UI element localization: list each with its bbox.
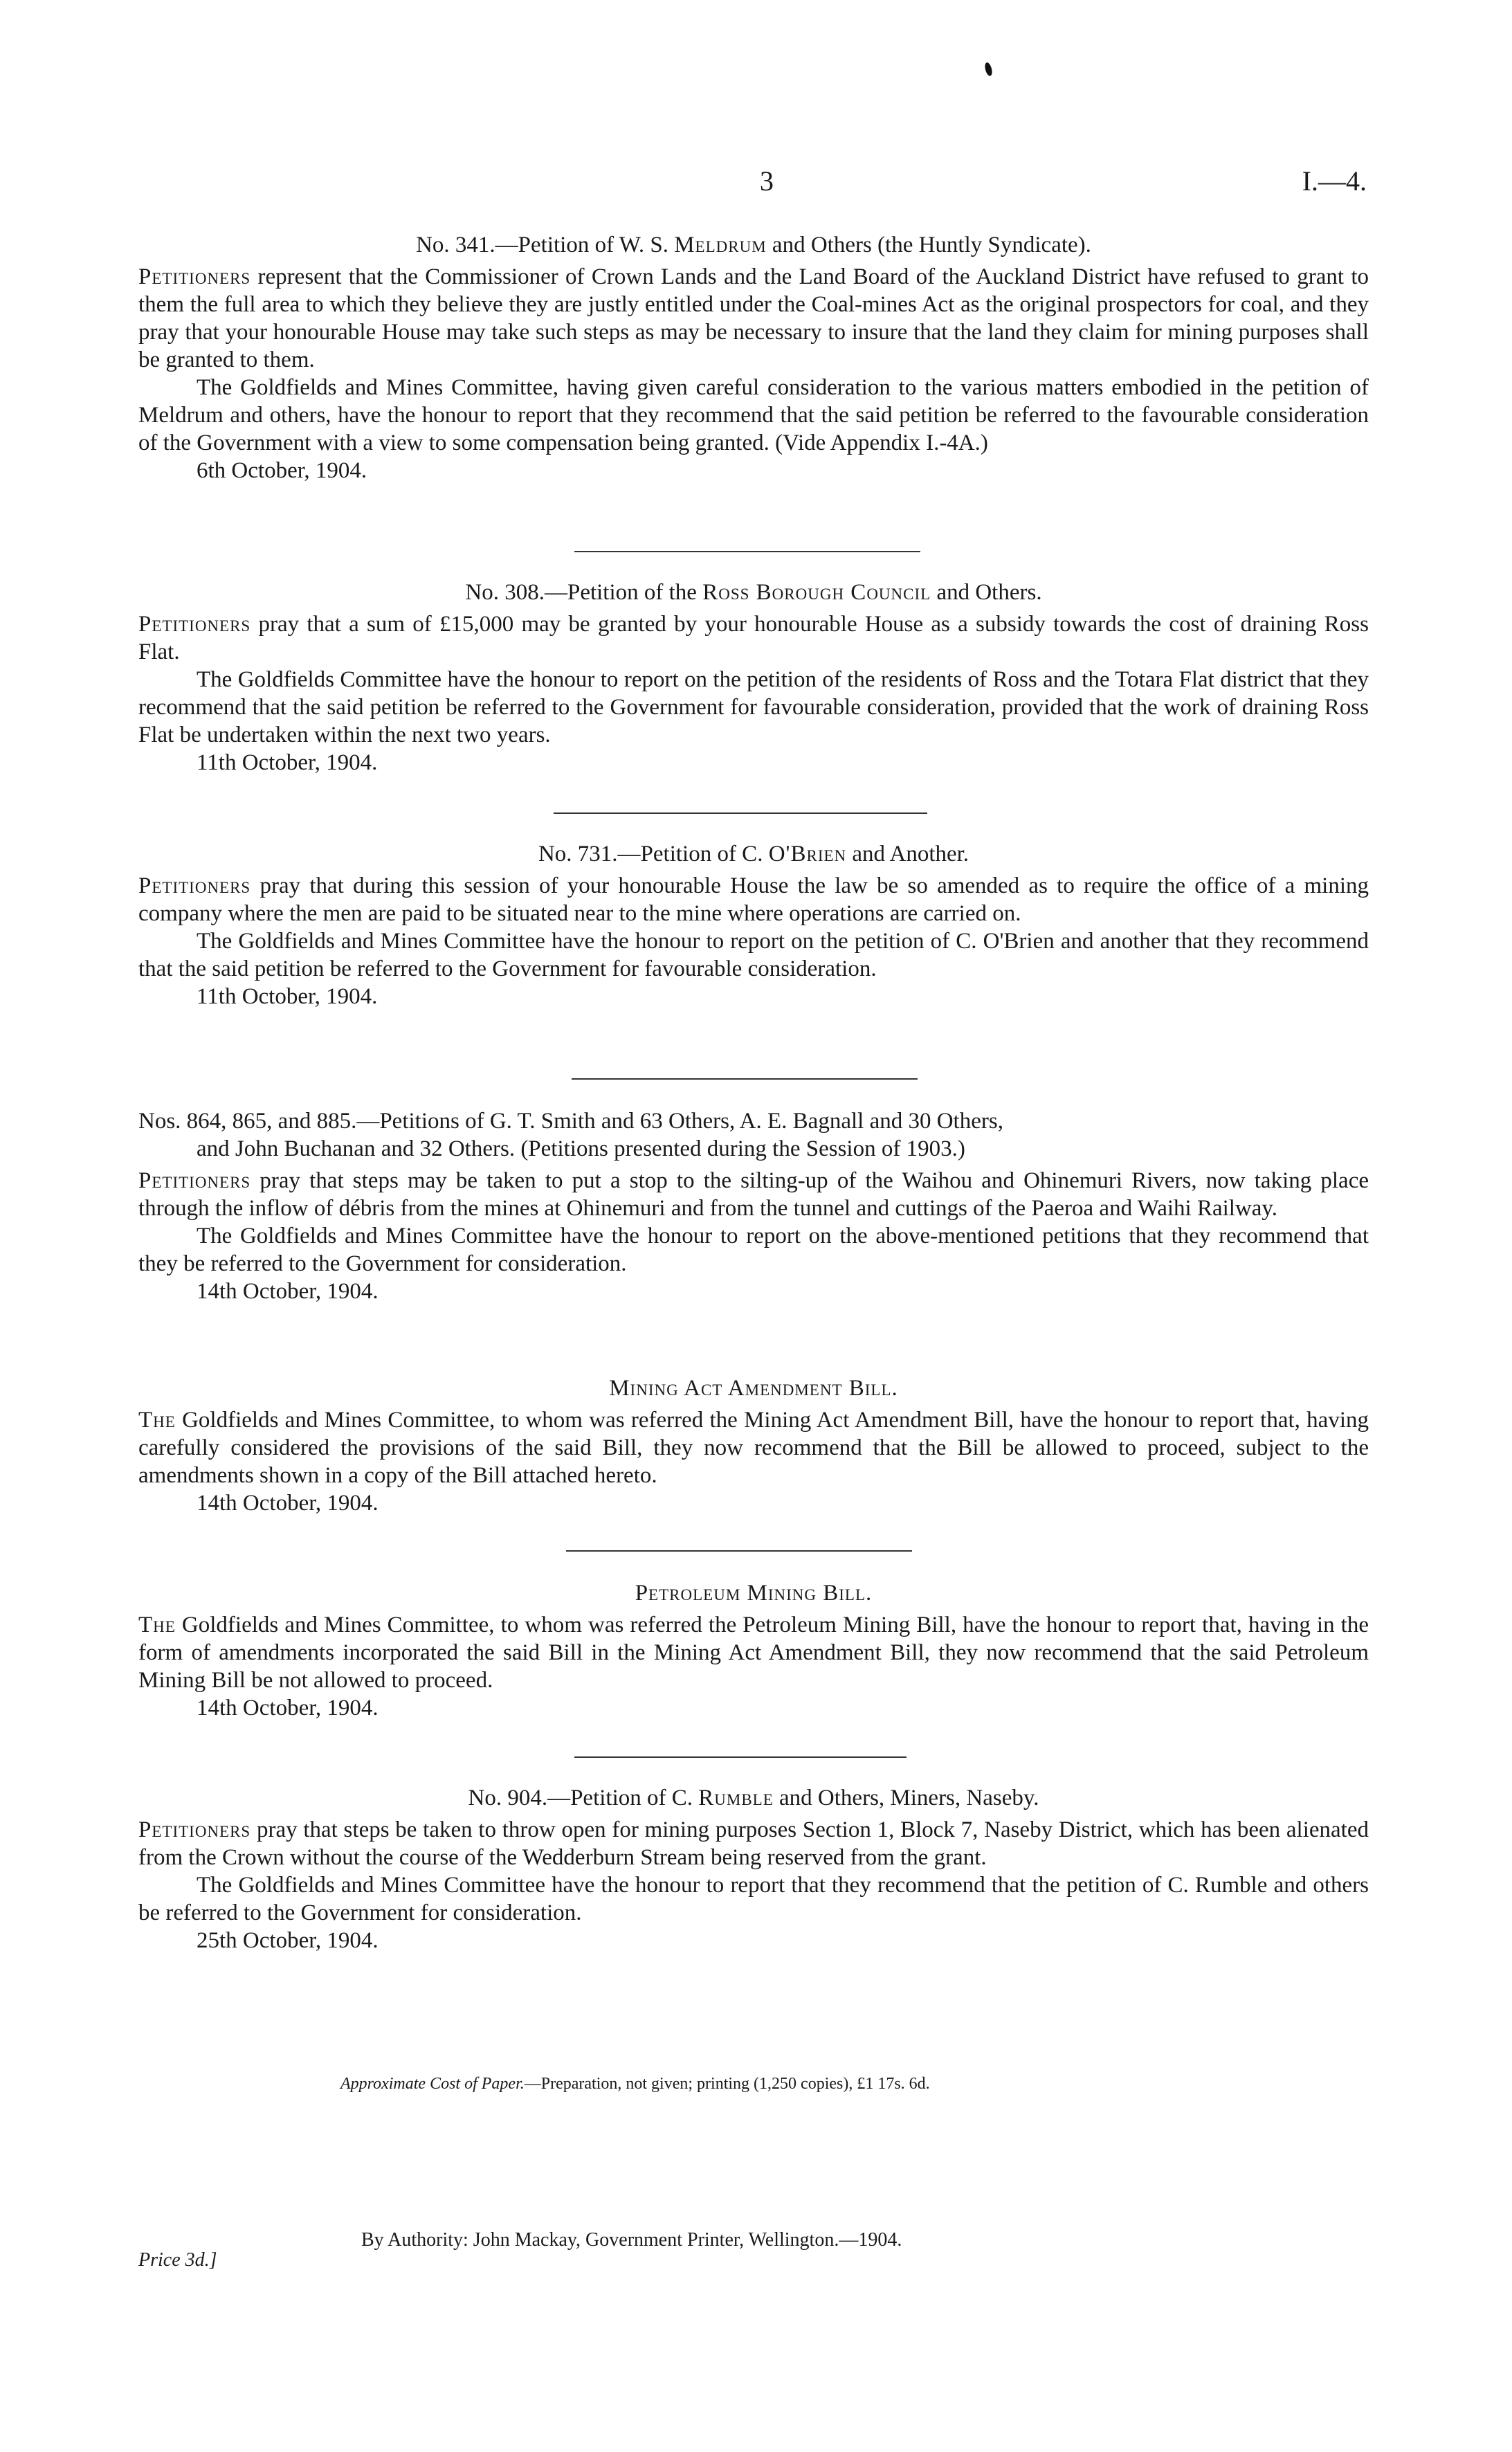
document-reference: I.—4. (1302, 165, 1367, 197)
section-heading: No. 308.—Petition of the Ross Borough Council and Others. (465, 580, 1042, 605)
page-number: 3 (760, 165, 774, 197)
price-note: Price 3d.] (138, 2249, 217, 2271)
petitions-864-865-885 (138, 1107, 1369, 1305)
section-heading-line-2: and John Buchanan and 32 Others. (Petitions presented during the Session of 1903.) (197, 1136, 965, 1161)
petition-text: Petitioners pray that during this session of your honourable House the law be so amended as to require the office of a mining company where the men are paid to be situated near to the mine where operations are carried on. (138, 873, 1369, 926)
ink-speck (984, 62, 994, 77)
section-divider (566, 1550, 912, 1552)
section-divider (574, 1756, 907, 1758)
petition-text: Petitioners pray that a sum of £15,000 may be granted by your honourable House as a subsidy towards the cost of draining Ross Flat. (138, 612, 1369, 664)
petition-904 (138, 1784, 1369, 1954)
committee-report: The Goldfields and Mines Committee, to whom was referred the Mining Act Amendment Bill, have the honour to report that, having carefully considered the provisions of the said Bill, they now recommend that the Bill be allowed to proceed, subject to the amendments shown in a copy of the Bill attached hereto. (138, 1408, 1369, 1488)
report-date: 14th October, 1904. (197, 1279, 379, 1304)
cost-of-paper-note: Approximate Cost of Paper.—Preparation, not given; printing (1,250 copies), £1 17s. 6d. (340, 2075, 930, 2093)
committee-report: The Goldfields and Mines Committee have the honour to report that they recommend that the petition of C. Rumble and others be referred to the Government for consideration. (138, 1873, 1369, 1925)
report-date: 11th October, 1904. (197, 984, 378, 1009)
petition-308 (138, 579, 1369, 777)
section-divider (554, 812, 927, 814)
report-date: 6th October, 1904. (197, 458, 367, 483)
petroleum-mining-bill (138, 1579, 1369, 1722)
report-date: 14th October, 1904. (197, 1696, 379, 1720)
section-heading: No. 904.—Petition of C. Rumble and Others, Miners, Naseby. (468, 1786, 1039, 1810)
section-heading-line-1: Nos. 864, 865, and 885.—Petitions of G. T. Smith and 63 Others, A. E. Bagnall and 30 Others, (138, 1109, 1003, 1134)
petition-text: Petitioners pray that steps be taken to throw open for mining purposes Section 1, Block 7, Naseby District, which has been alienated from the Crown without the course of the Wedderburn Stream being reserved from the grant. (138, 1817, 1369, 1870)
petition-341 (138, 231, 1369, 484)
printer-authority: By Authority: John Mackay, Government Printer, Wellington.—1904. (361, 2229, 902, 2251)
petition-text: Petitioners pray that steps may be taken to put a stop to the silting-up of the Waihou and Ohinemuri Rivers, now taking place through the inflow of débris from the mines at Ohinemuri and from the tunnel and cuttings of the Paeroa and Waihi Railway. (138, 1168, 1369, 1221)
committee-report: The Goldfields and Mines Committee have the honour to report on the petition of C. O'Brien and another that they recommend that the said petition be referred to the Government for favourable consideration. (138, 929, 1369, 981)
petition-731 (138, 840, 1369, 1010)
section-heading: No. 341.—Petition of W. S. Meldrum and Others (the Huntly Syndicate). (416, 233, 1091, 257)
report-date: 11th October, 1904. (197, 750, 378, 775)
committee-report: The Goldfields and Mines Committee have the honour to report on the above-mentioned petitions that they recommend that they be referred to the Government for consideration. (138, 1224, 1369, 1276)
petition-text: Petitioners represent that the Commissioner of Crown Lands and the Land Board of the Auckland District have refused to grant to them the full area to which they believe they are justly entitled under the Coal-mines Act as the original prospectors for coal, and they pray that your honourable House may take such steps as may be necessary to insure that the land they claim for mining purposes shall be granted to them. (138, 264, 1369, 372)
committee-report: The Goldfields and Mines Committee, to whom was referred the Petroleum Mining Bill, have the honour to report that, having in the form of amendments incorporated the said Bill in the Mining Act Amendment Bill, they now recommend that the said Petroleum Mining Bill be not allowed to proceed. (138, 1613, 1369, 1693)
committee-report: The Goldfields Committee have the honour to report on the petition of the residents of Ross and the Totara Flat district that they recommend that the said petition be referred to the Government for favourable consideration, provided that the work of draining Ross Flat be undertaken within the next two years. (138, 667, 1369, 747)
report-date: 25th October, 1904. (197, 1928, 379, 1953)
section-heading: Petroleum Mining Bill. (635, 1581, 873, 1606)
section-divider (572, 1078, 918, 1080)
mining-act-amendment-bill (138, 1374, 1369, 1517)
section-divider (574, 551, 920, 552)
section-heading: Mining Act Amendment Bill. (609, 1376, 898, 1401)
committee-report: The Goldfields and Mines Committee, having given careful consideration to the various matters embodied in the petition of Meldrum and others, have the honour to report that they recommend that the said petition be referred to the favourable consideration of the Government with a view to some compensation being granted. (Vide Appendix I.-4A.) (138, 375, 1369, 455)
section-heading: No. 731.—Petition of C. O'Brien and Another. (538, 842, 969, 866)
report-date: 14th October, 1904. (197, 1491, 379, 1516)
